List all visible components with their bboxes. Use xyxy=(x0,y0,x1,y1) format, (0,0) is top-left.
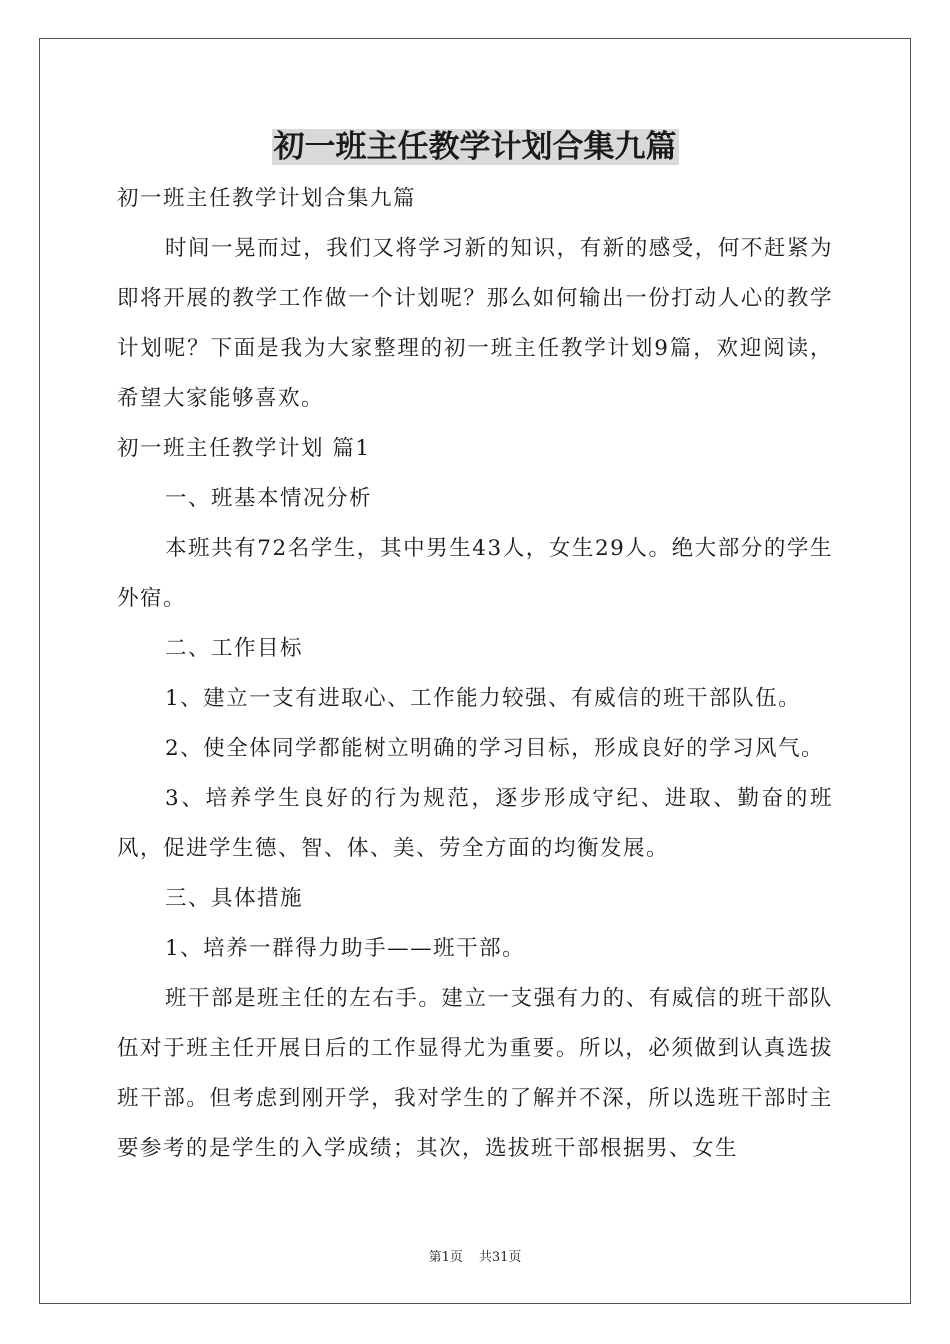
subtitle-paragraph: 初一班主任教学计划合集九篇 xyxy=(117,186,417,211)
subheading-measures: 三、具体措施 xyxy=(165,886,304,911)
measure-item-1: 1、培养一群得力助手——班干部。 xyxy=(165,936,526,961)
page-number: 第1页 xyxy=(428,1250,463,1265)
subheading-goals: 二、工作目标 xyxy=(165,636,304,661)
goal-item-1: 1、建立一支有进取心、工作能力较强、有威信的班干部队伍。 xyxy=(165,686,802,711)
document-title-text: 初一班主任教学计划合集九篇 xyxy=(273,129,677,165)
document-body xyxy=(117,174,833,1174)
page-total: 共31页 xyxy=(478,1250,522,1265)
section-heading: 初一班主任教学计划 篇1 xyxy=(117,436,371,461)
page-footer xyxy=(0,1246,950,1265)
class-overview-paragraph: 本班共有72名学生，其中男生43人，女生29人。绝大部分的学生外宿。 xyxy=(117,536,833,611)
document-title xyxy=(0,124,950,170)
subheading-class-overview: 一、班基本情况分析 xyxy=(165,486,373,511)
goal-item-3: 3、培养学生良好的行为规范，逐步形成守纪、进取、勤奋的班风，促进学生德、智、体、美、劳全方面的均衡发展。 xyxy=(117,786,833,861)
measure-paragraph: 班干部是班主任的左右手。建立一支强有力的、有威信的班干部队伍对于班主任开展日后的工作显得尤为重要。所以，必须做到认真选拔班干部。但考虑到刚开学，我对学生的了解并不深，所以选班干部时主要参考的是学生的入学成绩；其次，选拔班干部根据男、女生 xyxy=(117,986,833,1161)
goal-item-2: 2、使全体同学都能树立明确的学习目标，形成良好的学习风气。 xyxy=(165,736,825,761)
intro-paragraph: 时间一晃而过，我们又将学习新的知识，有新的感受，何不赶紧为即将开展的教学工作做一个计划呢？那么如何输出一份打动人心的教学计划呢？下面是我为大家整理的初一班主任教学计划9篇，欢迎阅读，希望大家能够喜欢。 xyxy=(117,236,833,411)
